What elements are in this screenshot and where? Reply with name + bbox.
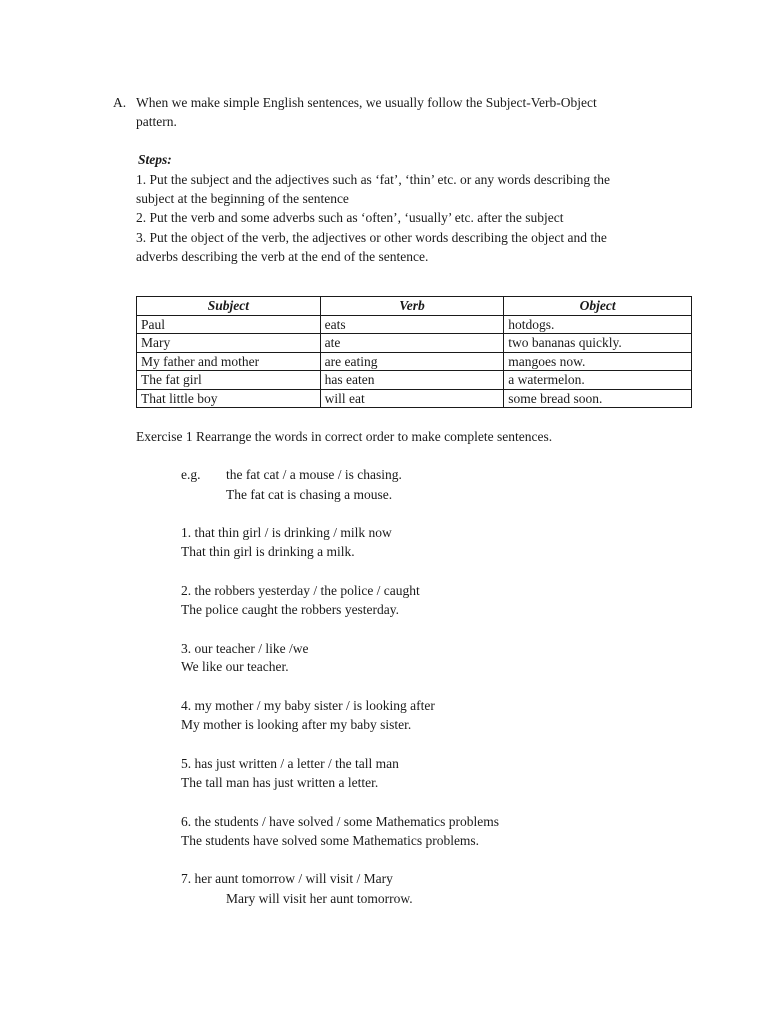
cell-object: some bread soon. bbox=[504, 389, 692, 408]
cell-object: a watermelon. bbox=[504, 371, 692, 390]
example-answer: The fat cat is chasing a mouse. bbox=[226, 487, 393, 502]
exercise-answer-2: The police caught the robbers yesterday. bbox=[181, 602, 400, 617]
step-line-5: adverbs describing the verb at the end of the sentence. bbox=[136, 249, 429, 264]
step-line-4: 3. Put the object of the verb, the adjectives or other words describing the object and the bbox=[136, 230, 607, 245]
example-label: e.g. bbox=[181, 467, 201, 482]
steps-title: Steps: bbox=[138, 152, 172, 167]
cell-object: mangoes now. bbox=[504, 352, 692, 371]
table-row bbox=[137, 334, 692, 353]
table-row bbox=[137, 315, 692, 334]
table-header-row bbox=[137, 297, 692, 316]
exercise-prompt-6: 6. the students / have solved / some Mathematics problems bbox=[181, 814, 499, 829]
cell-verb: has eaten bbox=[320, 371, 504, 390]
exercise-prompt-1: 1. that thin girl / is drinking / milk now bbox=[181, 525, 392, 540]
cell-verb: eats bbox=[320, 315, 504, 334]
exercise-prompt-4: 4. my mother / my baby sister / is looking after bbox=[181, 698, 435, 713]
step-line-2: subject at the beginning of the sentence bbox=[136, 191, 349, 206]
exercise-prompt-2: 2. the robbers yesterday / the police / caught bbox=[181, 583, 420, 598]
intro-line-1: When we make simple English sentences, we usually follow the Subject-Verb-Object bbox=[136, 95, 597, 110]
cell-subject: My father and mother bbox=[137, 352, 321, 371]
svo-table bbox=[136, 296, 692, 408]
cell-verb: will eat bbox=[320, 389, 504, 408]
exercise-answer-4: My mother is looking after my baby sister. bbox=[181, 717, 412, 732]
exercise-prompt-7: 7. her aunt tomorrow / will visit / Mary bbox=[181, 871, 393, 886]
exercise-answer-1: That thin girl is drinking a milk. bbox=[181, 544, 355, 559]
cell-subject: That little boy bbox=[137, 389, 321, 408]
table-row bbox=[137, 389, 692, 408]
header-verb: Verb bbox=[320, 297, 504, 316]
cell-subject: The fat girl bbox=[137, 371, 321, 390]
cell-subject: Paul bbox=[137, 315, 321, 334]
exercise-prompt-3: 3. our teacher / like /we bbox=[181, 641, 309, 656]
cell-verb: ate bbox=[320, 334, 504, 353]
exercise-answer-5: The tall man has just written a letter. bbox=[181, 775, 379, 790]
example-prompt: the fat cat / a mouse / is chasing. bbox=[226, 467, 402, 482]
exercise-answer-3: We like our teacher. bbox=[181, 659, 289, 674]
step-line-3: 2. Put the verb and some adverbs such as ‘often’, ‘usually’ etc. after the subject bbox=[136, 210, 564, 225]
exercise-answer-7: Mary will visit her aunt tomorrow. bbox=[226, 891, 413, 906]
cell-object: two bananas quickly. bbox=[504, 334, 692, 353]
exercise-heading: Exercise 1 Rearrange the words in correct order to make complete sentences. bbox=[136, 429, 553, 444]
exercise-answer-6: The students have solved some Mathematics problems. bbox=[181, 833, 480, 848]
cell-subject: Mary bbox=[137, 334, 321, 353]
table-row bbox=[137, 352, 692, 371]
section-marker: A. bbox=[113, 95, 127, 110]
table-row bbox=[137, 371, 692, 390]
step-line-1: 1. Put the subject and the adjectives such as ‘fat’, ‘thin’ etc. or any words describing the bbox=[136, 172, 610, 187]
header-subject: Subject bbox=[137, 297, 321, 316]
exercise-prompt-5: 5. has just written / a letter / the tall man bbox=[181, 756, 399, 771]
cell-verb: are eating bbox=[320, 352, 504, 371]
cell-object: hotdogs. bbox=[504, 315, 692, 334]
intro-line-2: pattern. bbox=[136, 114, 177, 129]
header-object: Object bbox=[504, 297, 692, 316]
